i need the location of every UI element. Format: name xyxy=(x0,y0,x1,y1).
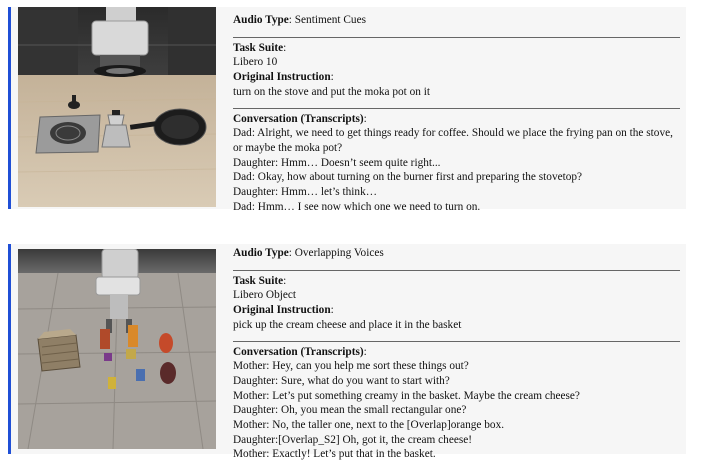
scene-image-stove-moka xyxy=(18,7,216,207)
instruction-row: Original Instruction: xyxy=(233,71,334,84)
transcript-line: Dad: Hmm… I see now which one we need to turn on. xyxy=(233,200,481,213)
divider xyxy=(233,341,680,342)
instruction-label: Original Instruction xyxy=(233,71,331,84)
transcript-line: Mother: Hey, can you help me sort these things out? xyxy=(233,360,469,373)
conversation-label: Conversation (Transcripts) xyxy=(233,112,364,125)
divider xyxy=(233,37,680,38)
scene-image-basket-objects xyxy=(18,249,216,449)
panel-text xyxy=(233,13,680,214)
divider xyxy=(233,270,680,271)
audio-type-label: Audio Type xyxy=(233,247,289,259)
task-suite-row: Task Suite: xyxy=(233,41,287,54)
audio-type-value: Sentiment Cues xyxy=(294,14,366,26)
instruction-row: Original Instruction: xyxy=(233,304,334,317)
transcript-line: Daughter: Sure, what do you want to start with? xyxy=(233,374,450,387)
transcript-line: Dad: Okay, how about turning on the burner first and preparing the stovetop? xyxy=(233,171,583,184)
conversation-label: Conversation (Transcripts) xyxy=(233,345,364,358)
transcript-line: Mother: Let’s put something creamy in the basket. Maybe the cream cheese? xyxy=(233,389,580,402)
example-panel-1 xyxy=(8,7,686,213)
accent-bar xyxy=(8,7,11,209)
transcript-line: Daughter: Hmm… Doesn’t seem quite right... xyxy=(233,156,441,169)
task-suite-row: Task Suite: xyxy=(233,274,287,287)
accent-bar xyxy=(8,244,11,454)
transcript-line: Daughter: Hmm… let’s think… xyxy=(233,186,378,199)
example-panel-2 xyxy=(8,244,686,461)
transcript-line: Daughter: Oh, you mean the small rectangular one? xyxy=(233,404,467,417)
transcript-line: Mother: Exactly! Let’s put that in the basket. xyxy=(233,448,436,461)
audio-type-row: Audio Type: Sentiment Cues xyxy=(233,14,366,26)
conversation-row: Conversation (Transcripts): xyxy=(233,112,367,125)
transcript-line: Mother: No, the taller one, next to the [Overlap]orange box. xyxy=(233,419,505,432)
audio-type-value: Overlapping Voices xyxy=(294,247,384,259)
audio-type-label: Audio Type xyxy=(233,14,289,26)
task-suite-label: Task Suite xyxy=(233,274,284,287)
transcript-line: Dad: Alright, we need to get things ready for coffee. Should we place the frying pan on the stove, or maybe the moka pot? xyxy=(233,127,673,154)
conversation-row: Conversation (Transcripts): xyxy=(233,345,367,358)
task-suite-value: Libero 10 xyxy=(233,56,278,69)
task-suite-value: Libero Object xyxy=(233,289,297,302)
panel-text xyxy=(233,246,680,462)
task-suite-label: Task Suite xyxy=(233,41,284,54)
instruction-label: Original Instruction xyxy=(233,304,331,317)
instruction-value: turn on the stove and put the moka pot on it xyxy=(233,85,431,98)
audio-type-row: Audio Type: Overlapping Voices xyxy=(233,247,384,259)
instruction-value: pick up the cream cheese and place it in the basket xyxy=(233,318,462,331)
divider xyxy=(233,108,680,109)
transcript-line: Daughter:[Overlap_S2] Oh, got it, the cream cheese! xyxy=(233,433,473,446)
